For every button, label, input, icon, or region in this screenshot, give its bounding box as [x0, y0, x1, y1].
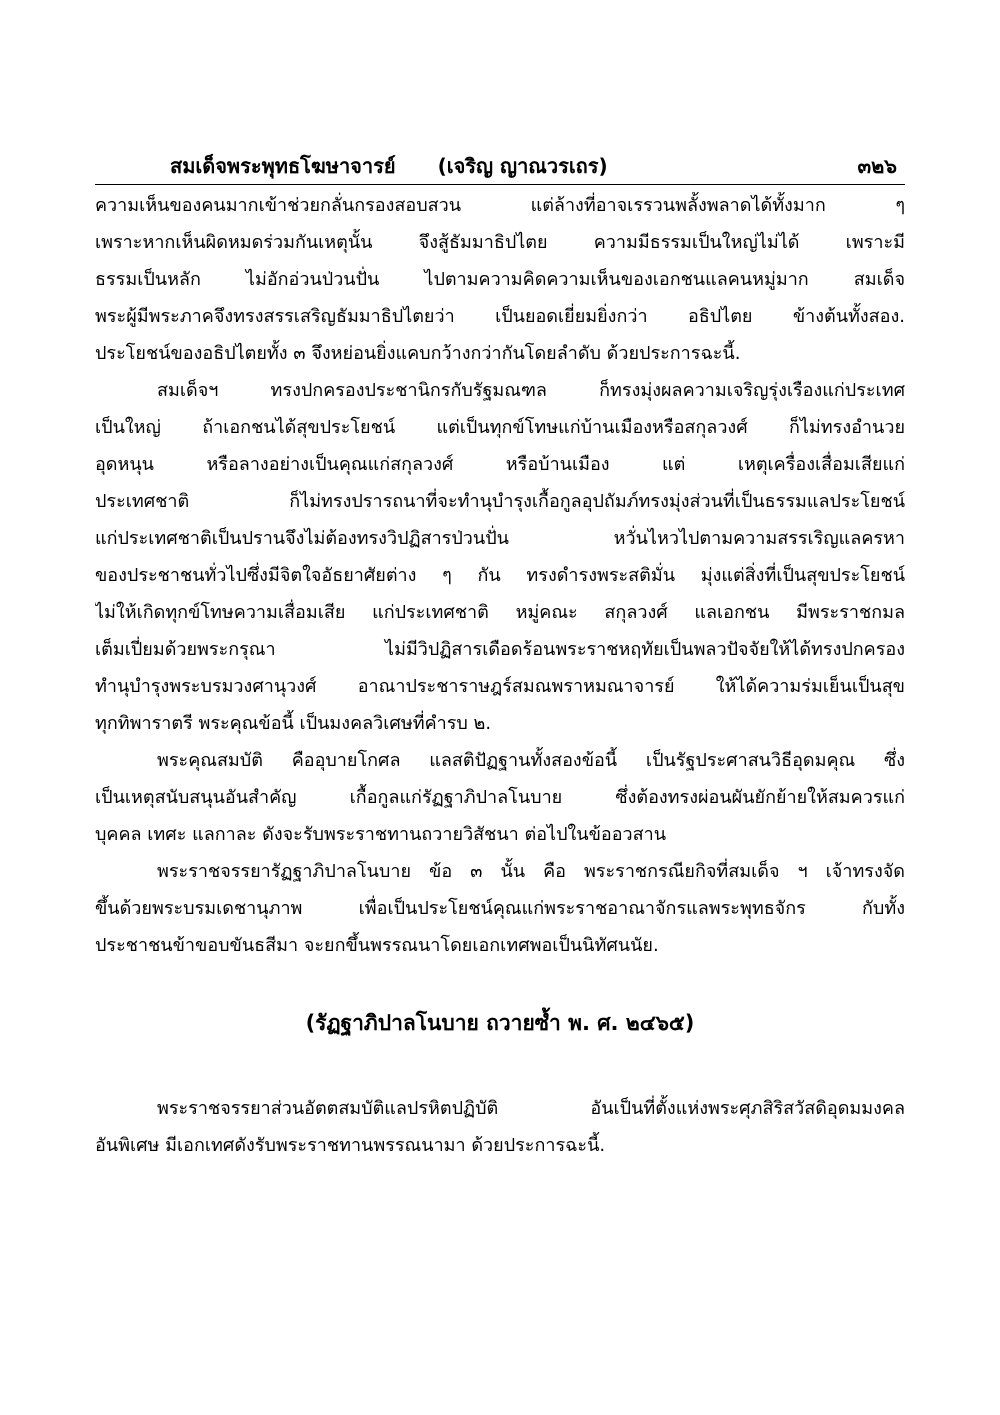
header-rule — [95, 184, 905, 185]
text-line: ธรรมเป็นหลัก ไม่อักอ่วนป่วนปั่น ไปตามความคิดความเห็นของเอกชนแลคนหมู่มาก สมเด็จ — [95, 269, 905, 290]
paragraph-3 — [95, 742, 905, 853]
paragraph-4 — [95, 853, 905, 964]
page-number: ๓๒๖ — [857, 154, 897, 178]
paragraph-2 — [95, 372, 905, 742]
text-line: พระราชจรรยาส่วนอัตตสมบัติแลปรหิตปฏิบัติ อันเป็นที่ตั้งแห่งพระศุภสิริสวัสดิอุดมมงคล — [157, 1098, 905, 1119]
text-line: ประชาชนข้าขอบขันธสีมา จะยกขึ้นพรรณนาโดยเอกเทศพอเป็นนิทัศนนัย. — [95, 935, 659, 956]
text-line: อุดหนุน หรือลางอย่างเป็นคุณแก่สกุลวงศ์ หรือบ้านเมือง แต่ เหตุเครื่องเสื่อมเสียแก่ — [95, 454, 905, 475]
text-line: ขึ้นด้วยพระบรมเดชานุภาพ เพื่อเป็นประโยชน์คุณแก่พระราชอาณาจักรแลพระพุทธจักร กับทั้ง — [95, 898, 905, 919]
document-page — [95, 150, 905, 1164]
text-line: พระคุณสมบัติ คืออุบายโกศล แลสติปัฏฐานทั้งสองข้อนี้ เป็นรัฐประศาสนวิธีอุดมคุณ ซึ่ง — [157, 750, 905, 771]
text-line: ทุกทิพาราตรี พระคุณข้อนี้ เป็นมงคลวิเศษที่คำรบ ๒. — [95, 713, 492, 734]
text-line: เพราะหากเห็นผิดหมดร่วมกันเหตุนั้น จึงสู้ธัมมาธิปไตย ความมีธรรมเป็นใหญ่ไม่ได้ เพราะมี — [95, 232, 905, 253]
paragraph-1 — [95, 187, 905, 372]
text-line: พระราชจรรยารัฏฐาภิปาลโนบาย ข้อ ๓ นั้น คือ พระราชกรณียกิจที่สมเด็จ ฯ เจ้าทรงจัด — [157, 861, 905, 882]
text-line: พระผู้มีพระภาคจึงทรงสรรเสริญธัมมาธิปไตยว่า เป็นยอดเยี่ยมยิ่งกว่า อธิปไตย ข้างต้นทั้งสอง. — [95, 306, 905, 327]
text-line: บุคคล เทศะ แลกาละ ดังจะรับพระราชทานถวายวิสัชนา ต่อไปในข้ออวสาน — [95, 824, 667, 845]
text-line: ประโยชน์ของอธิปไตยทั้ง ๓ จึงหย่อนยิ่งแคบกว้างกว่ากันโดยลำดับ ด้วยประการฉะนี้. — [95, 343, 741, 364]
text-line: เต็มเปี่ยมด้วยพระกรุณา ไม่มีวิปฏิสารเดือดร้อนพระราชหฤทัยเป็นพลวปัจจัยให้ได้ทรงปกครอง — [95, 639, 905, 660]
header-title: สมเด็จพระพุทธโฆษาจารย์ — [170, 154, 396, 178]
text-line: อันพิเศษ มีเอกเทศดังรับพระราชทานพรรณนามา ด้วยประการฉะนี้. — [95, 1135, 606, 1156]
text-line: แก่ประเทศชาติเป็นปรานจึงไม่ต้องทรงวิปฏิสารป่วนปั่น หวั่นไหวไปตามความสรรเริญแลครหา — [95, 528, 905, 549]
text-line: เป็นเหตุสนับสนุนอันสำคัญ เกื้อกูลแก่รัฏฐาภิปาลโนบาย ซึ่งต้องทรงผ่อนผันยักย้ายให้สมควรแก่ — [95, 787, 905, 808]
text-line: สมเด็จฯ ทรงปกครองประชานิกรกับรัฐมณฑล ก็ทรงมุ่งผลความเจริญรุ่งเรืองแก่ประเทศ — [157, 380, 905, 401]
text-line: ทำนุบำรุงพระบรมวงศานุวงศ์ อาณาประชาราษฎร์สมณพราหมณาจารย์ ให้ได้ความร่มเย็นเป็นสุข — [95, 676, 905, 697]
text-line: ประเทศชาติ ก็ไม่ทรงปรารถนาที่จะทำนุบำรุงเกื้อกูลอุปถัมภ์ทรงมุ่งส่วนที่เป็นธรรมแลประโยชน์ — [95, 491, 905, 512]
text-line: เป็นใหญ่ ถ้าเอกชนได้สุขประโยชน์ แต่เป็นทุกข์โทษแก่บ้านเมืองหรือสกุลวงศ์ ก็ไม่ทรงอำนวย — [95, 417, 905, 438]
text-line: ของประชาชนทั่วไปซึ่งมีจิตใจอัธยาศัยต่าง ๆ กัน ทรงดำรงพระสติมั่น มุ่งแต่สิ่งที่เป็นสุขประโยชน์ — [95, 565, 905, 586]
text-line: ไม่ให้เกิดทุกข์โทษความเสื่อมเสีย แก่ประเทศชาติ หมู่คณะ สกุลวงศ์ แลเอกชน มีพระราชกมล — [95, 602, 905, 623]
closing-paragraph — [95, 1090, 905, 1164]
header-subtitle: (เจริญ ญาณวรเถร) — [437, 154, 608, 178]
text-line: ความเห็นของคนมากเข้าช่วยกลั่นกรองสอบสวน แต่ล้างที่อาจเรรวนพลั้งพลาดได้ทั้งมาก ๆ — [95, 195, 905, 216]
page-header — [95, 150, 905, 180]
section-heading: (รัฏฐาภิปาลโนบาย ถวายซ้ำ พ. ศ. ๒๔๖๕) — [305, 1011, 695, 1035]
